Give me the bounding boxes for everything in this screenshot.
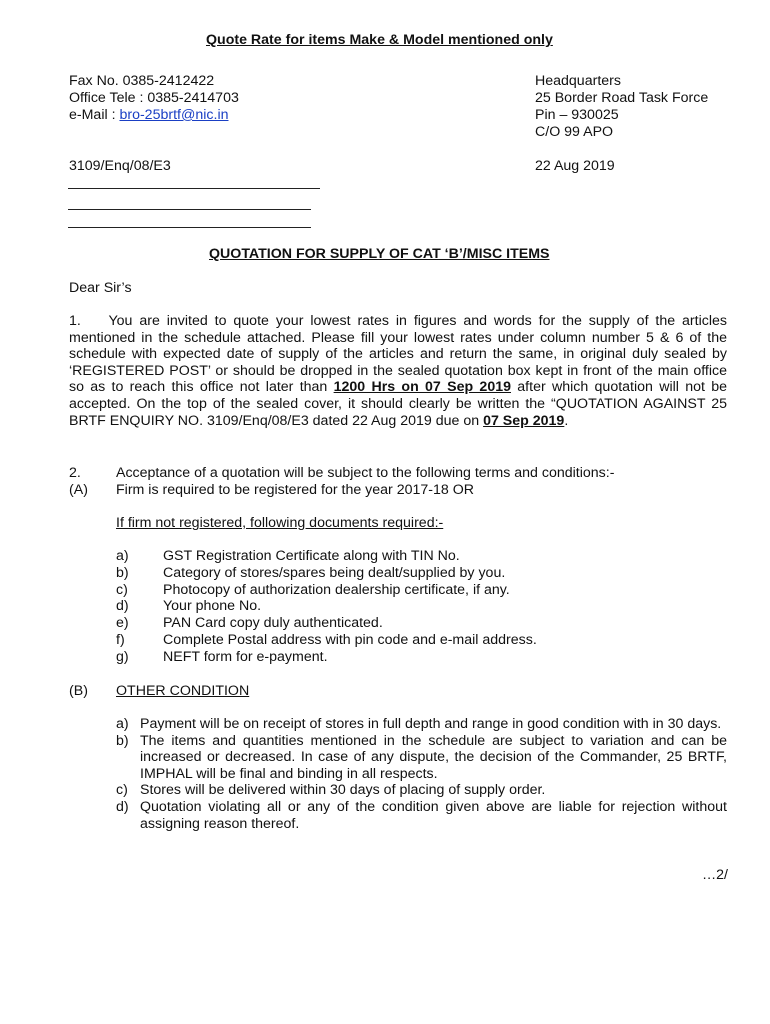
condition-letter: c): [116, 782, 128, 799]
condition-text: Quotation violating all or any of the condition given above are liable for rejection without assigning reason thereof.: [140, 798, 727, 832]
list-item: [116, 782, 727, 799]
doc-item-letter: e): [116, 615, 129, 631]
doc-item-text: Complete Postal address with pin code and e-mail address.: [163, 632, 537, 648]
condition-b-label: (B): [69, 683, 88, 699]
doc-item-letter: d): [116, 598, 129, 614]
doc-item-text: Your phone No.: [163, 598, 262, 614]
list-item: [116, 733, 727, 783]
doc-item-text: Photocopy of authorization dealership certificate, if any.: [163, 582, 510, 598]
address-line-1: Headquarters: [535, 73, 621, 89]
doc-item-letter: a): [116, 548, 129, 564]
document-heading: Quote Rate for items Make & Model mentioned only: [206, 32, 553, 48]
list-item: [116, 716, 727, 733]
addressee-blank-line-1: [68, 188, 320, 189]
address-line-3: Pin – 930025: [535, 107, 619, 123]
paragraph-2-number: 2.: [69, 465, 81, 481]
paragraph-1: [69, 313, 727, 429]
condition-letter: b): [116, 732, 129, 749]
salutation: Dear Sir’s: [69, 280, 132, 296]
doc-item-letter: f): [116, 632, 125, 648]
condition-text: The items and quantities mentioned in the schedule are subject to variation and can be increased or decreased. In case of any dispute, the decision of the Commander, 25 BRTF, IMPHAL will be final and binding in all respects.: [140, 732, 727, 782]
list-item: [116, 799, 727, 832]
submission-deadline: 1200 Hrs on 07 Sep 2019: [333, 379, 511, 396]
condition-letter: d): [116, 798, 129, 815]
email-label: e-Mail :: [69, 107, 120, 123]
letter-date: 22 Aug 2019: [535, 158, 615, 174]
email-link[interactable]: bro-25brtf@nic.in: [119, 107, 229, 123]
doc-item-text: Category of stores/spares being dealt/supplied by you.: [163, 565, 506, 581]
addressee-blank-line-2: [68, 209, 311, 210]
page-continuation-marker: …2/: [701, 867, 728, 883]
condition-a-text: Firm is required to be registered for the year 2017-18 OR: [116, 482, 475, 498]
other-conditions-list: [116, 716, 727, 832]
doc-item-letter: c): [116, 582, 128, 598]
addressee-blank-line-3: [68, 227, 311, 228]
doc-item-letter: g): [116, 649, 129, 665]
reference-number: 3109/Enq/08/E3: [69, 158, 171, 174]
due-date: 07 Sep 2019: [483, 412, 565, 429]
paragraph-1-number: 1.: [69, 313, 81, 329]
doc-item-letter: b): [116, 565, 129, 581]
email-line: [69, 107, 229, 124]
address-line-2: 25 Border Road Task Force: [535, 90, 709, 106]
condition-text: Payment will be on receipt of stores in full depth and range in good condition with in 30 days.: [140, 716, 722, 732]
doc-item-text: NEFT form for e-payment.: [163, 649, 328, 665]
doc-item-text: PAN Card copy duly authenticated.: [163, 615, 383, 631]
paragraph-2-text: Acceptance of a quotation will be subject to the following terms and conditions:-: [116, 465, 615, 481]
paragraph-1-text-c: .: [564, 412, 569, 429]
paragraph-1-text-b: after which quotation will not be accepted. On the top of the sealed cover, it should clearly be written the “QUOTATION AGAINST 25 BRTF ENQUIRY NO. 3109/Enq/08/E3 dated 22 Aug 2019 due on: [69, 379, 728, 429]
paragraph-1-text-a: You are invited to quote your lowest rates in figures and words for the supply of the articles mentioned in the schedule attached. Please fill your lowest rates under column number 5 & 6 of the schedule with expected date of supply of the articles and return the same, in original duly sealed by ‘REGISTERED POST’ or should be dropped in the sealed quotation box kept in front of the main office so as to reach this office not later than: [69, 313, 727, 396]
address-line-4: C/O 99 APO: [535, 124, 614, 140]
condition-text: Stores will be delivered within 30 days of placing of supply order.: [140, 782, 546, 799]
other-condition-heading: OTHER CONDITION: [116, 683, 250, 699]
documents-required-heading: If firm not registered, following documents required:-: [116, 515, 444, 531]
office-telephone: Office Tele : 0385-2414703: [69, 90, 239, 106]
subject-line: QUOTATION FOR SUPPLY OF CAT ‘B’/MISC ITEMS: [209, 246, 550, 262]
fax-number: Fax No. 0385-2412422: [69, 73, 215, 89]
doc-item-text: GST Registration Certificate along with TIN No.: [163, 548, 460, 564]
condition-a-label: (A): [69, 482, 88, 498]
condition-letter: a): [116, 716, 129, 732]
